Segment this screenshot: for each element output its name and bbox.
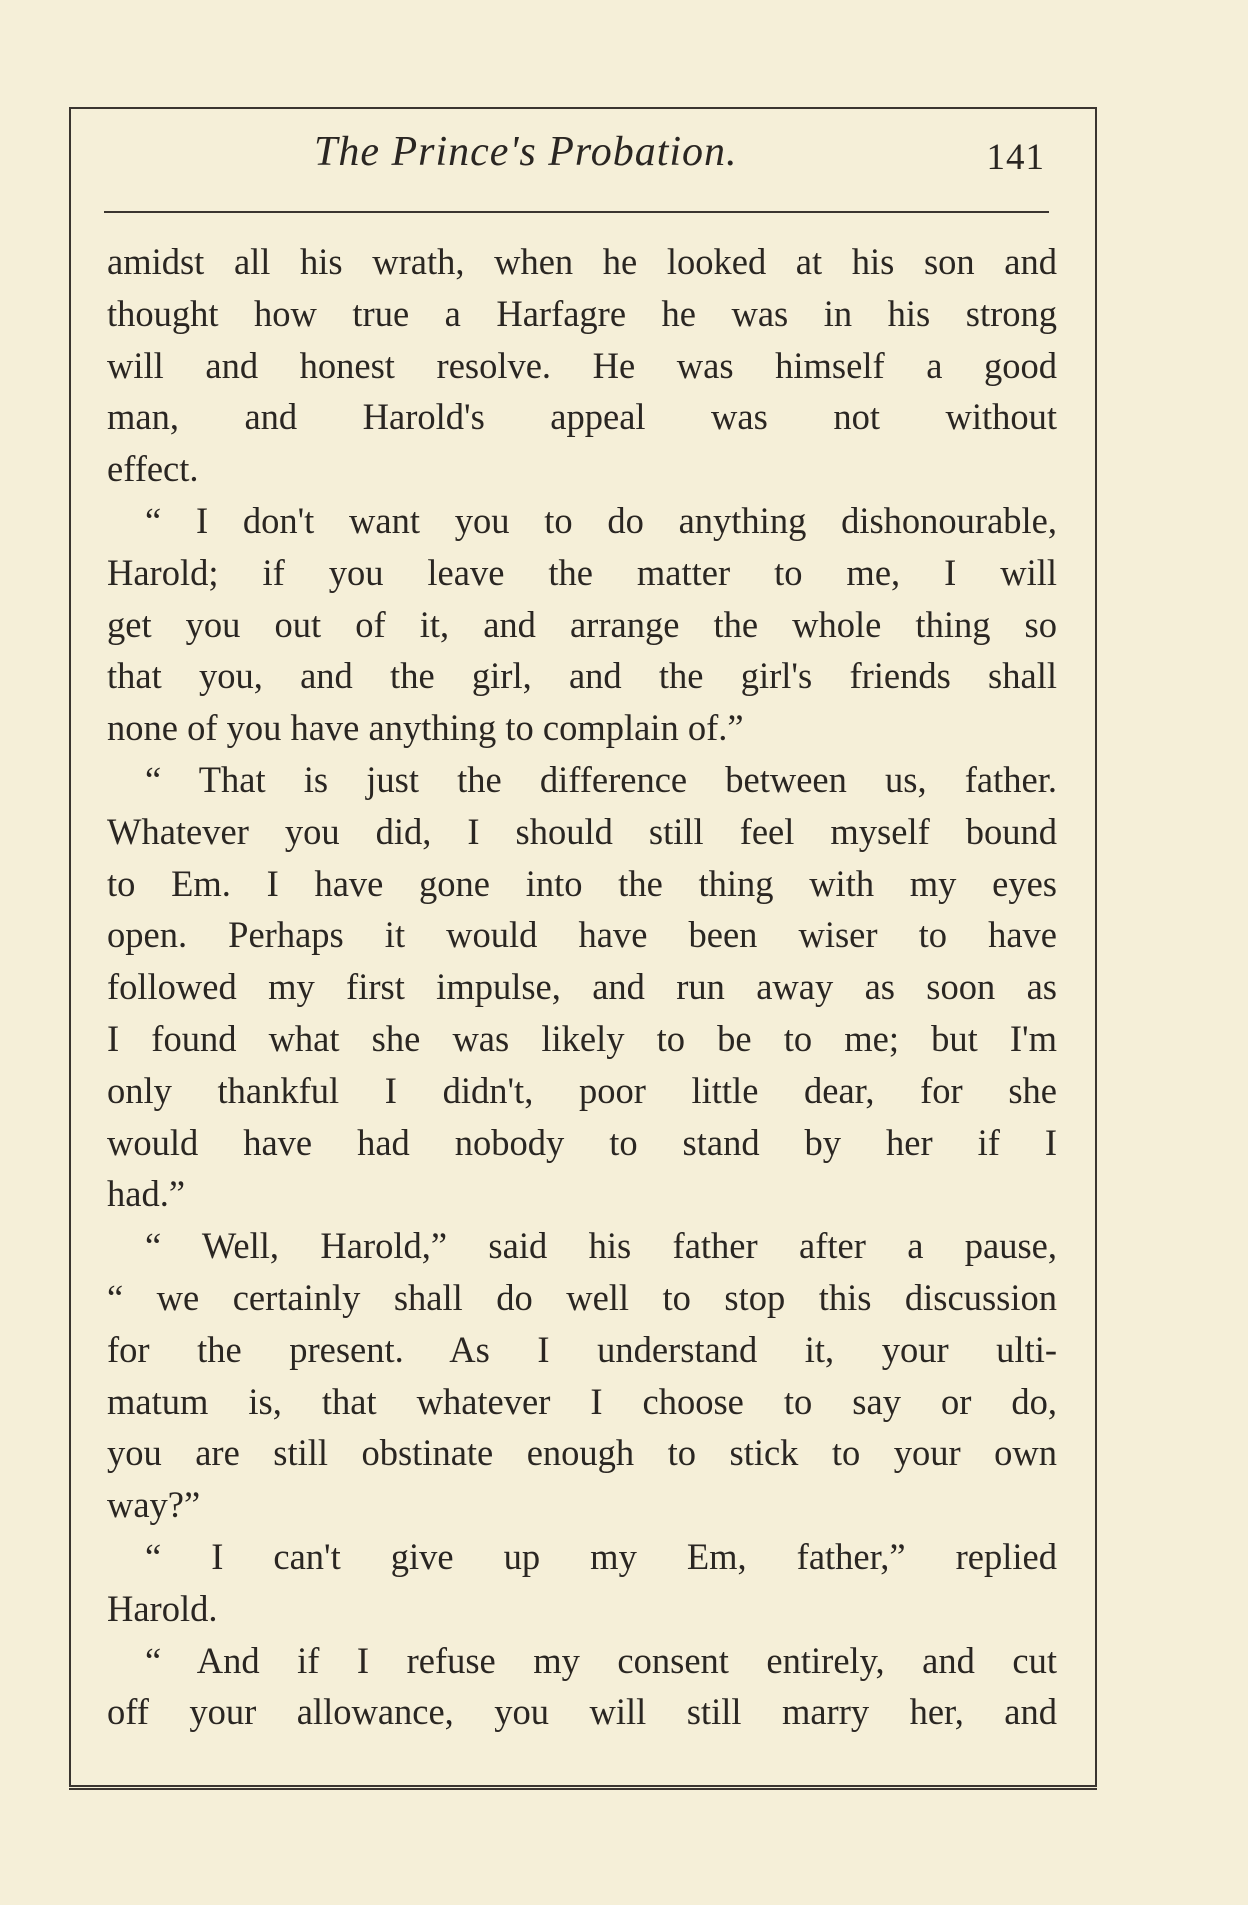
text-line: effect. <box>107 448 199 490</box>
text-line: followed my first impulse, and run away as soon as <box>107 966 1057 1008</box>
text-line: “ Well, Harold,” said his father after a pause, <box>145 1225 1057 1267</box>
text-line: off your allowance, you will still marry her, and <box>107 1691 1057 1733</box>
text-line: open. Perhaps it would have been wiser to have <box>107 914 1057 956</box>
text-line: will and honest resolve. He was himself a good <box>107 344 1057 386</box>
running-title: The Prince's Probation. <box>314 129 738 175</box>
text-line: for the present. As I understand it, your ulti- <box>107 1328 1057 1370</box>
text-line: you are still obstinate enough to stick to your own <box>107 1432 1057 1474</box>
text-line: get you out of it, and arrange the whole thing so <box>107 603 1057 645</box>
text-line: matum is, that whatever I choose to say or do, <box>107 1380 1057 1422</box>
text-line: man, and Harold's appeal was not without <box>107 396 1057 438</box>
running-head <box>104 128 1050 188</box>
header-rule <box>104 211 1049 213</box>
text-line: would have had nobody to stand by her if I <box>107 1121 1057 1163</box>
text-line: way?” <box>107 1484 201 1526</box>
text-line: “ I can't give up my Em, father,” replied <box>145 1535 1057 1577</box>
text-line: amidst all his wrath, when he looked at his son and <box>107 241 1057 282</box>
text-line: Harold. <box>107 1587 218 1629</box>
text-line: none of you have anything to complain of.” <box>107 707 744 749</box>
text-line: Whatever you did, I should still feel myself bound <box>107 810 1057 852</box>
text-line: Harold; if you leave the matter to me, I will <box>107 551 1057 593</box>
text-line: only thankful I didn't, poor little dear, for she <box>107 1069 1057 1111</box>
body-text <box>107 236 1057 1738</box>
text-line: thought how true a Harfagre he was in his strong <box>107 292 1057 334</box>
text-line: that you, and the girl, and the girl's friends shall <box>107 655 1057 697</box>
text-line: “ I don't want you to do anything dishonourable, <box>145 499 1057 541</box>
text-line: had.” <box>107 1173 186 1215</box>
page-number: 141 <box>986 137 1045 178</box>
text-line: I found what she was likely to be to me; but I'm <box>107 1017 1057 1059</box>
text-line: to Em. I have gone into the thing with my eyes <box>107 862 1057 904</box>
text-line: “ And if I refuse my consent entirely, and cut <box>145 1639 1057 1681</box>
text-line: “ we certainly shall do well to stop this discussion <box>107 1276 1057 1318</box>
text-line: “ That is just the difference between us, father. <box>145 758 1057 800</box>
